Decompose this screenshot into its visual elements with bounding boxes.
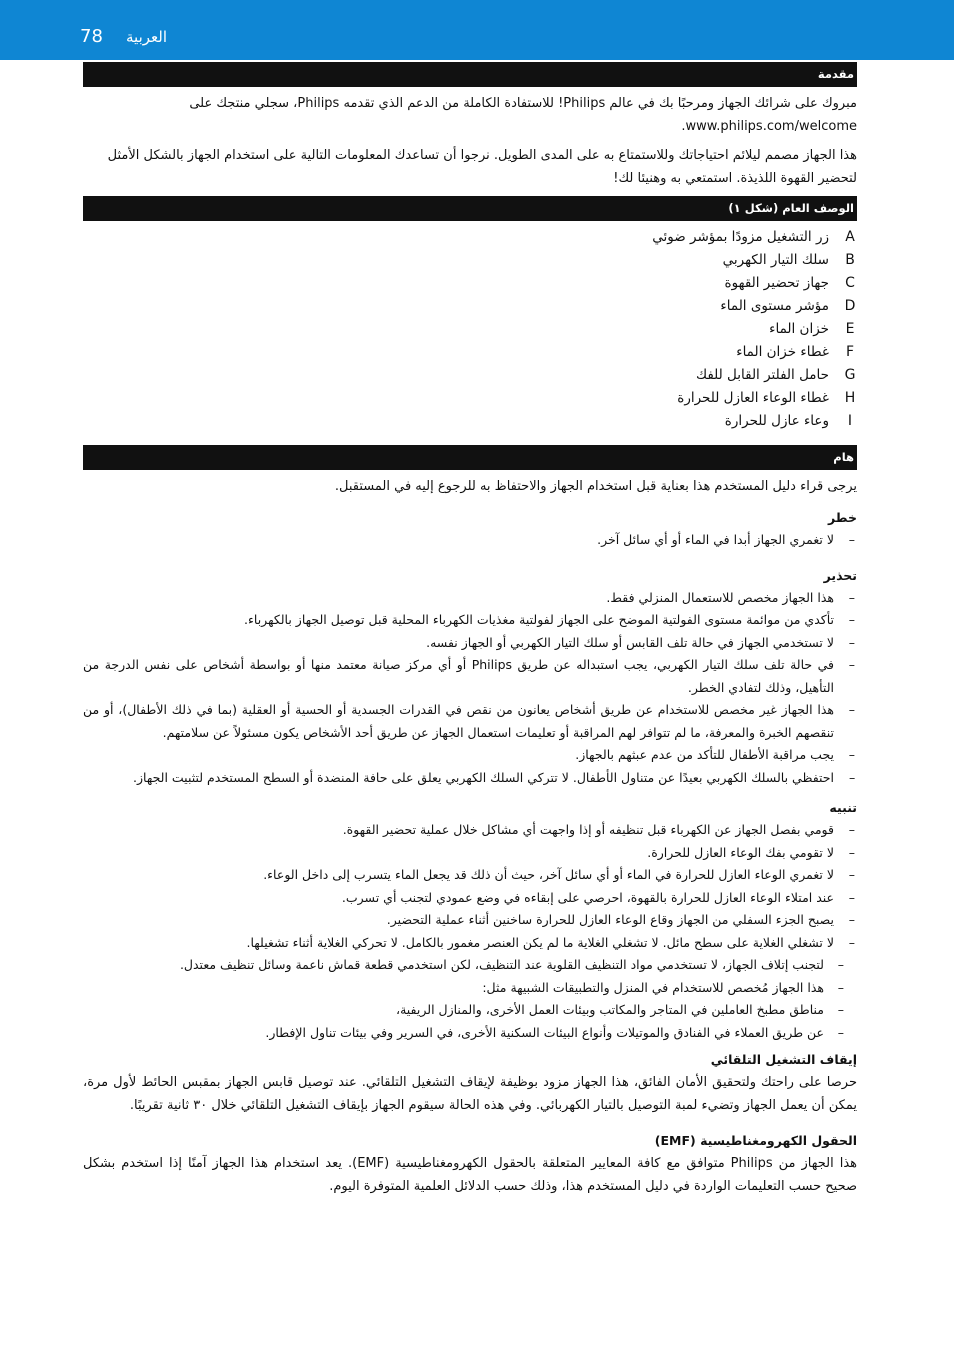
list-item: – هذا الجهاز غير مخصص للاستخدام عن طريق أشخاص يعانون من نقص في القدرات الجسدية أو الحسية أو العقلية (بما في ذلك الأطفال)، أو من تنقصهم الخبرة والمعرفة، ما لم تتوافر لهم المراقبة أو تعليمات استعمال الجهاز عن طريق أحد الأشخاص يكون مسئولاً عن سلامتهم. (83, 699, 857, 744)
important-intro: يرجى قراء دليل المستخدم هذا بعناية قبل استخدام الجهاز والاحتفاظ به للرجوع إليه في المستقبل. (334, 479, 857, 494)
header-bar (0, 0, 954, 60)
item-letter: H (844, 390, 856, 406)
intro-paragraph-2: هذا الجهاز مصمم ليلائم احتياجاتك وللاستمتاع به على المدى الطويل. نرجوا أن تساعدك المعلومات التالية على استخدام الجهاز بالشكل الأمثل لتحضير القهوة اللذيذة. استمتعي به وهنيئا لك! (107, 148, 857, 186)
list-item (83, 295, 857, 318)
item-text: جهاز تحضير القهوة (724, 275, 829, 291)
section-header-important: هام (83, 445, 857, 470)
item-letter: A (845, 229, 855, 245)
item-letter: B (845, 252, 855, 268)
language-label: العربية (126, 28, 167, 46)
danger-heading: خطر (828, 510, 857, 525)
list-item: – يجب مراقبة الأطفال للتأكد من عدم عبثهم بالجهاز. (83, 744, 857, 767)
emf-paragraph: هذا الجهاز من Philips متوافق مع كافة المعايير المتعلقة بالحقول الكهرومغناطيسية (EMF). يعد استخدام هذا الجهاز آمنًا إذا استخدم بشكل صحيح حسب التعليمات الواردة في دليل المستخدم هذا، وذلك حسب الدلائل العلمية المتوفرة اليوم. (83, 1156, 858, 1194)
list-item (83, 249, 857, 272)
list-item: – لا تغمري الوعاء العازل للحرارة في الماء أو أي سائل آخر، حيث أن ذلك قد يجعل الماء يتسرب إلى داخل الوعاء. (83, 864, 857, 887)
item-text: سلك التيار الكهربي (722, 252, 829, 268)
list-item: – هذا الجهاز مخصص للاستعمال المنزلي فقط. (83, 587, 857, 610)
list-item: – لتجنب إتلاف الجهاز، لا تستخدمي مواد التنظيف القلوية عند التنظيف، لكن استخدمي قطعة قماش ناعمة وسائل تنظيف معتدل. (83, 954, 846, 977)
item-letter: G (844, 367, 856, 383)
emf-heading: الحقول الكهرومغناطيسية (EMF) (654, 1133, 857, 1148)
document-body (83, 60, 857, 1198)
item-text: غطاء خزان الماء (736, 344, 829, 360)
list-item: – لا تشغلي الغلاية على سطح مائل. لا تشغلي الغلاية ما لم يكن العنصر مغمور بالكامل. لا تحركي الغلاية أثناء تشغيلها. (83, 932, 857, 955)
item-letter: E (845, 321, 855, 337)
section-header-intro: مقدمة (83, 62, 857, 87)
list-item: – مناطق مطبخ العاملين في المتاجر والمكاتب وبيئات العمل الأخرى، والمنازل الريفية، (83, 999, 846, 1022)
list-item: – عند امتلاء الوعاء العازل للحرارة بالقهوة، احرصي على إبقاءه في وضع عمودي لتجنب أي تسرب. (83, 887, 857, 910)
danger-list (83, 529, 857, 552)
list-item: – قومي بفصل الجهاز عن الكهرباء قبل تنظيفه أو إذا واجهت أي مشاكل خلال عملية تحضير القهوة. (83, 819, 857, 842)
list-item: – لا تغمري الجهاز أبدا في الماء أو أي سائل آخر. (83, 529, 857, 552)
item-text: زر التشغيل مزودًا بمؤشر ضوئي (652, 229, 829, 245)
page-number: 78 (80, 26, 103, 47)
item-text: خزان الماء (769, 321, 829, 337)
item-letter: I (847, 413, 853, 429)
warning-list (83, 587, 857, 790)
list-item: – يصبح الجزء السفلي من الجهاز وقاع الوعاء العازل للحرارة ساخنين أثناء عملية التحضير. (83, 909, 857, 932)
item-letter: C (845, 275, 855, 291)
list-item (83, 410, 857, 433)
list-item: – لا تقومي بفك الوعاء العازل للحرارة. (83, 842, 857, 865)
auto-off-heading: إيقاف التشغيل التلقائي (710, 1052, 857, 1067)
item-letter: D (844, 298, 856, 314)
warning-heading: تحذير (823, 567, 857, 583)
auto-off-paragraph: حرصا على راحتك ولتحقيق الأمان الفائق، هذا الجهاز مزود بوظيفة لإيقاف التشغيل التلقائي. عند توصيل قابس الجهاز بمقبس الحائط لأول مرة، يمكن أن يعمل الجهاز وتضيء لمبة التوصيل بالتيار الكهربائي. وفي هذه الحالة سيقوم الجهاز بإيقاف التشغيل التلقائي خلال ٣٠ ثانية تقريبًا. (83, 1075, 857, 1113)
item-text: مؤشر مستوى الماء (720, 298, 829, 314)
list-item (83, 387, 857, 410)
item-text: حامل الفلتر القابل للفك (695, 367, 829, 383)
list-item: – احتفظي بالسلك الكهربي بعيدًا عن متناول الأطفال. لا تتركي السلك الكهربي يعلق على حافة المنضدة أو السطح المستخدم لتثبيت الجهاز. (83, 767, 857, 790)
list-item: – هذا الجهاز مُخصص للاستخدام في المنزل والتطبيقات الشبيهة مثل: (83, 977, 846, 1000)
section-header-overview: الوصف العام (شكل ١) (83, 196, 857, 221)
item-text: وعاء عازل للحرارة (724, 413, 829, 429)
list-item (83, 226, 857, 249)
caution-heading: تنبيه (829, 800, 857, 815)
list-item (83, 318, 857, 341)
list-item: – لا تستخدمي الجهاز في حالة تلف القابس أو سلك التيار الكهربي أو الجهاز نفسه. (83, 632, 857, 655)
list-item: – تأكدي من موائمة مستوى الفولتية الموضح على الجهاز لفولتية مغذيات الكهرباء المحلية قبل توصيل الجهاز بالكهرباء. (83, 609, 857, 632)
intro-paragraph-1: مبروك على شرائك الجهاز ومرحبًا بك في عالم Philips! للاستفادة الكاملة من الدعم الذي تقدمه Philips، سجلي منتجك على www.philips.com/welcome. (189, 96, 857, 134)
item-text: غطاء الوعاء العازل للحرارة (677, 390, 829, 406)
list-item (83, 364, 857, 387)
item-letter: F (845, 344, 855, 360)
list-item (83, 341, 857, 364)
list-item (83, 272, 857, 295)
list-item: – عن طريق العملاء في الفنادق والموتيلات وأنواع البيئات السكنية الأخرى، في السرير وفي بيئات تناول الإفطار. (83, 1022, 846, 1045)
parts-list (83, 226, 857, 433)
caution-sublist (83, 954, 857, 1044)
caution-list (83, 819, 857, 954)
list-item: – في حالة تلف سلك التيار الكهربي، يجب استبداله عن طريق Philips أو أي مركز صيانة معتمد منها أو بواسطة أشخاص على نفس الدرجة من التأهيل، وذلك لتفادي الخطر. (83, 654, 857, 699)
